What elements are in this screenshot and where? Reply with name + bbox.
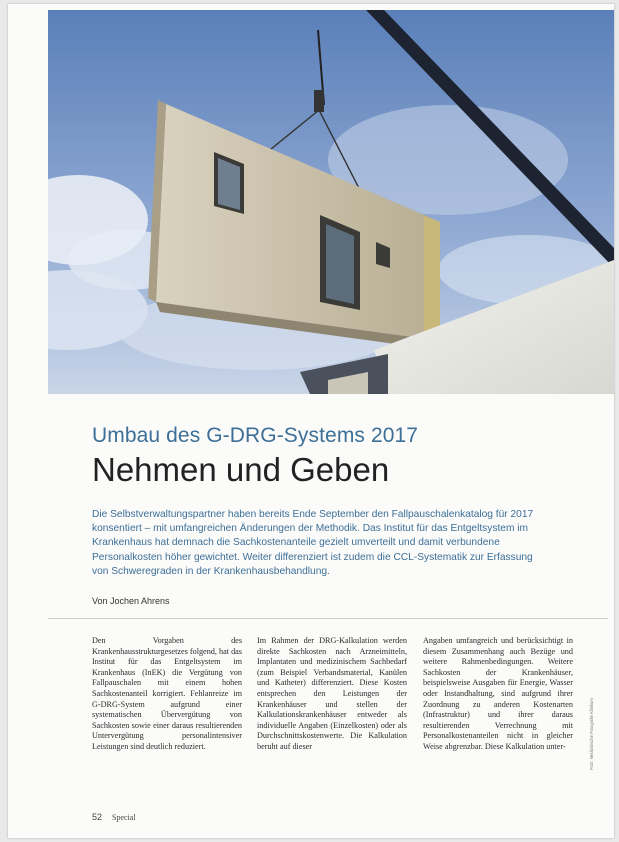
photo-credit: Foto: Medizinische Fotografie Klinikum (589, 698, 594, 770)
article-lead: Die Selbstverwaltungspartner haben bereits Ende September den Fallpauschalenkatalog für 2017 konsentiert – mit umfangreichen Änderungen der Methodik. Das Institut für das Entgeltsystem im Krankenhaus hat demnach die Sachkostenanteile gezielt umverteilt und damit verbundene Personalkosten höher gewichtet. Weiter differenziert ist zudem die CCL-Systematik zur Erfassung von Schweregraden in der Krankenhausbehandlung. (92, 509, 534, 577)
body-column-3: Angaben umfangreich und berücksichtigt in diesem Zusammenhang auch Bezüge und weitere Rahmenbedingungen. Weitere Sachkosten der Krankenhäuser, beispielsweise Ausgaben für Energie, Wasser oder Instandhaltung, sind aufgrund ihrer Zuordnung zu anderen Kostenarten (Infrastruktur) und ihrer daraus resultierenden Verrechnung mit Personalkostenanteilen nicht in gleicher Weise abgrenzbar. Diese Kalkulation unter- (423, 636, 573, 751)
publication-name: Special (112, 813, 136, 822)
body-column-1: Den Vorgaben des Krankenhausstrukturgesetzes folgend, hat das Institut für das Entgeltsystem im Krankenhaus (InEK) die Vergütung von Fallpauschalen mit einem hohen Sachkostenanteil korrigiert. Fehlanreize im G-DRG-System aufgrund einer systematischen Übervergütung von Sachkosten sowie einer daraus resultierenden Untervergütung personalintensiver Leistungen sind deutlich reduziert. (92, 636, 242, 751)
page-number: 52 (92, 812, 103, 822)
article-kicker: Umbau des G-DRG-Systems 2017 (92, 424, 419, 447)
article-author: Von Jochen Ahrens (92, 596, 170, 606)
body-column-2: Im Rahmen der DRG-Kalkulation werden direkte Sachkosten nach Arzneimitteln, Implantaten und medizinischem Sachbedarf (zum Beispiel Verbandsmaterial, Kanülen und Katheter) differenziert. Diese Kosten entsprechen den Leistungen der Krankenhäuser und stellen der Kalkulationskrankenhäuser entweder als individuelle Angaben (Einzelkosten) oder als Durchschnittskostenwerte. Die Kalkulation beruht auf dieser (257, 636, 407, 751)
crane-lifting-prefab-wall-photo (48, 10, 614, 394)
article-headline: Nehmen und Geben (92, 451, 390, 488)
divider (48, 618, 608, 619)
